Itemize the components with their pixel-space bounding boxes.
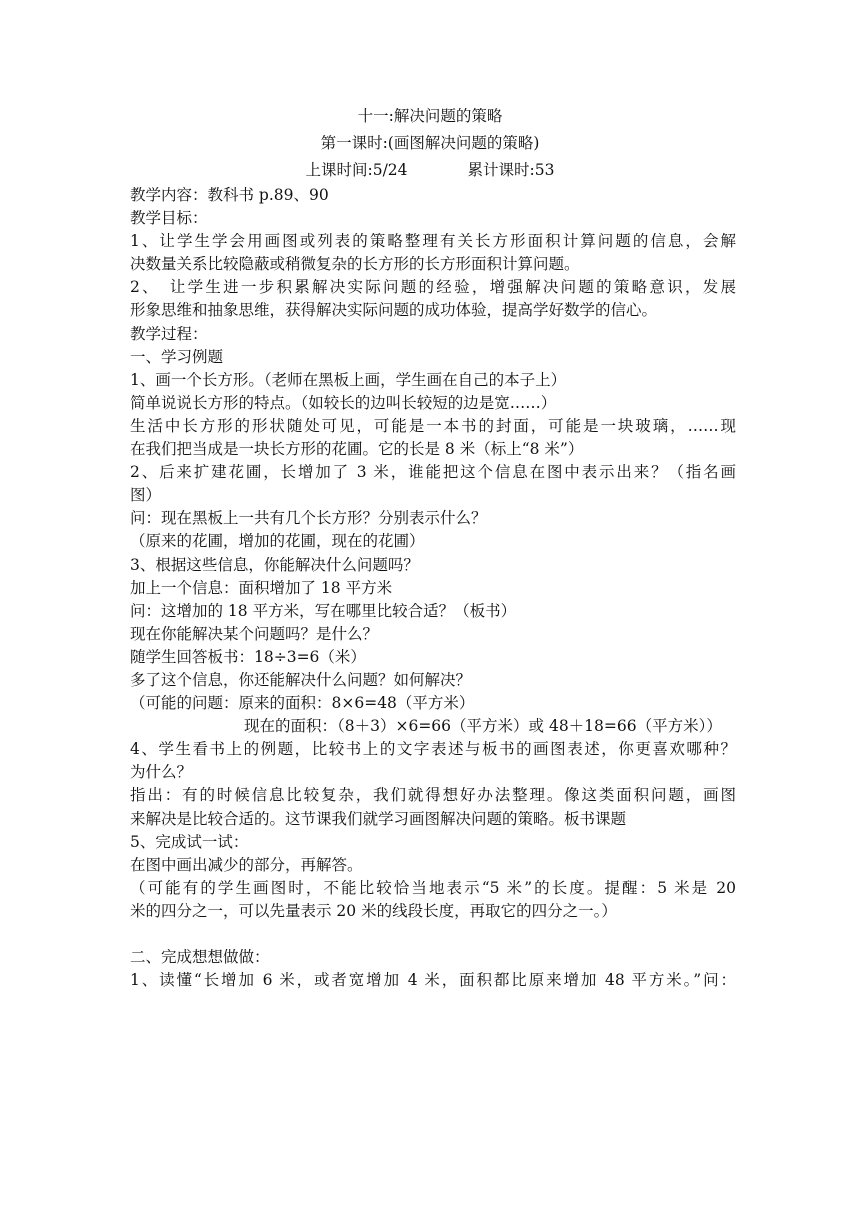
paragraph-line-indented: 现在的面积：（8＋3）×6=66（平方米）或 48＋18=66（平方米）） — [244, 717, 722, 736]
paragraph-line: 1、让学生学会用画图或列表的策略整理有关长方形面积计算问题的信息，会解 — [130, 232, 736, 251]
paragraph-line: 2、 让学生进一步积累解决实际问题的经验，增强解决问题的策略意识，发展 — [130, 278, 736, 297]
paragraph-line: 形象思维和抽象思维，获得解决实际问题的成功体验，提高学好数学的信心。 — [130, 301, 658, 320]
lesson-subtitle: 第一课时:(画图解决问题的策略) — [320, 134, 540, 152]
blank-line — [130, 923, 736, 946]
lesson-meta — [0, 160, 860, 180]
document-title: 十一:解决问题的策略 — [357, 107, 503, 125]
paragraph-line: 生活中长方形的形状随处可见，可能是一本书的封面，可能是一块玻璃，……现 — [130, 416, 736, 435]
paragraph-line: 问：现在黑板上一共有几个长方形？分别表示什么？ — [130, 509, 487, 528]
paragraph-line: （可能的问题：原来的面积：8×6=48（平方米） — [130, 694, 475, 713]
section-heading: 教学目标： — [130, 209, 208, 228]
document-body — [130, 184, 736, 992]
paragraph-line: 问：这增加的 18 平方米，写在哪里比较合适？（板书） — [130, 601, 517, 620]
paragraph-line: 现在你能解决某个问题吗？是什么？ — [130, 624, 379, 643]
paragraph-line: 5、完成试一试： — [130, 832, 249, 851]
section-heading: 教学过程： — [130, 324, 208, 343]
paragraph-line: 1、读懂“长增加 6 米，或者宽增加 4 米，面积都比原来增加 48 平方米。”问： — [130, 971, 736, 990]
paragraph-line: 在我们把当成是一块长方形的花圃。它的长是 8 米（标上“8 米”） — [130, 440, 584, 459]
paragraph-line: 图） — [130, 486, 162, 505]
paragraph-line: 简单说说长方形的特点。（如较长的边叫长较短的边是宽……） — [130, 393, 557, 412]
paragraph-line: 1、画一个长方形。（老师在黑板上画，学生画在自己的本子上） — [130, 370, 567, 389]
paragraph-line: 多了这个信息，你还能解决什么问题？如何解决？ — [130, 670, 472, 689]
section-heading: 一、学习例题 — [130, 347, 224, 366]
paragraph-line: 为什么？ — [130, 763, 193, 782]
class-time: 上课时间:5/24 — [305, 161, 408, 179]
paragraph-line: 米的四分之一，可以先量表示 20 米的线段长度，再取它的四分之一。） — [130, 901, 617, 920]
section-heading: 二、完成想想做做： — [130, 948, 270, 967]
paragraph-line: 来解决是比较合适的。这节课我们就学习画图解决问题的策略。板书课题 — [130, 809, 627, 828]
total-lessons: 累计课时:53 — [467, 161, 555, 179]
paragraph-line: （原来的花圃，增加的花圃，现在的花圃） — [130, 532, 425, 551]
teaching-content: 教学内容：教科书 p.89、90 — [130, 186, 329, 204]
paragraph-line: 4、学生看书上的例题，比较书上的文字表述与板书的画图表述，你更喜欢哪种？ — [130, 740, 736, 759]
paragraph-line: 加上一个信息：面积增加了 18 平方米 — [130, 578, 393, 597]
paragraph-line: 决数量关系比较隐蔽或稍微复杂的长方形的长方形面积计算问题。 — [130, 255, 580, 274]
paragraph-line: （可能有的学生画图时，不能比较恰当地表示“5 米”的长度。提醒：5 米是 20 — [130, 878, 736, 897]
paragraph-line: 在图中画出减少的部分，再解答。 — [130, 855, 363, 874]
paragraph-line: 随学生回答板书：18÷3=6（米） — [130, 647, 366, 666]
paragraph-line: 3、根据这些信息，你能解决什么问题吗？ — [130, 555, 419, 574]
paragraph-line: 2、后来扩建花圃，长增加了 3 米，谁能把这个信息在图中表示出来？（指名画 — [130, 463, 736, 482]
paragraph-line: 指出：有的时候信息比较复杂，我们就得想好办法整理。像这类面积问题，画图 — [130, 786, 736, 805]
